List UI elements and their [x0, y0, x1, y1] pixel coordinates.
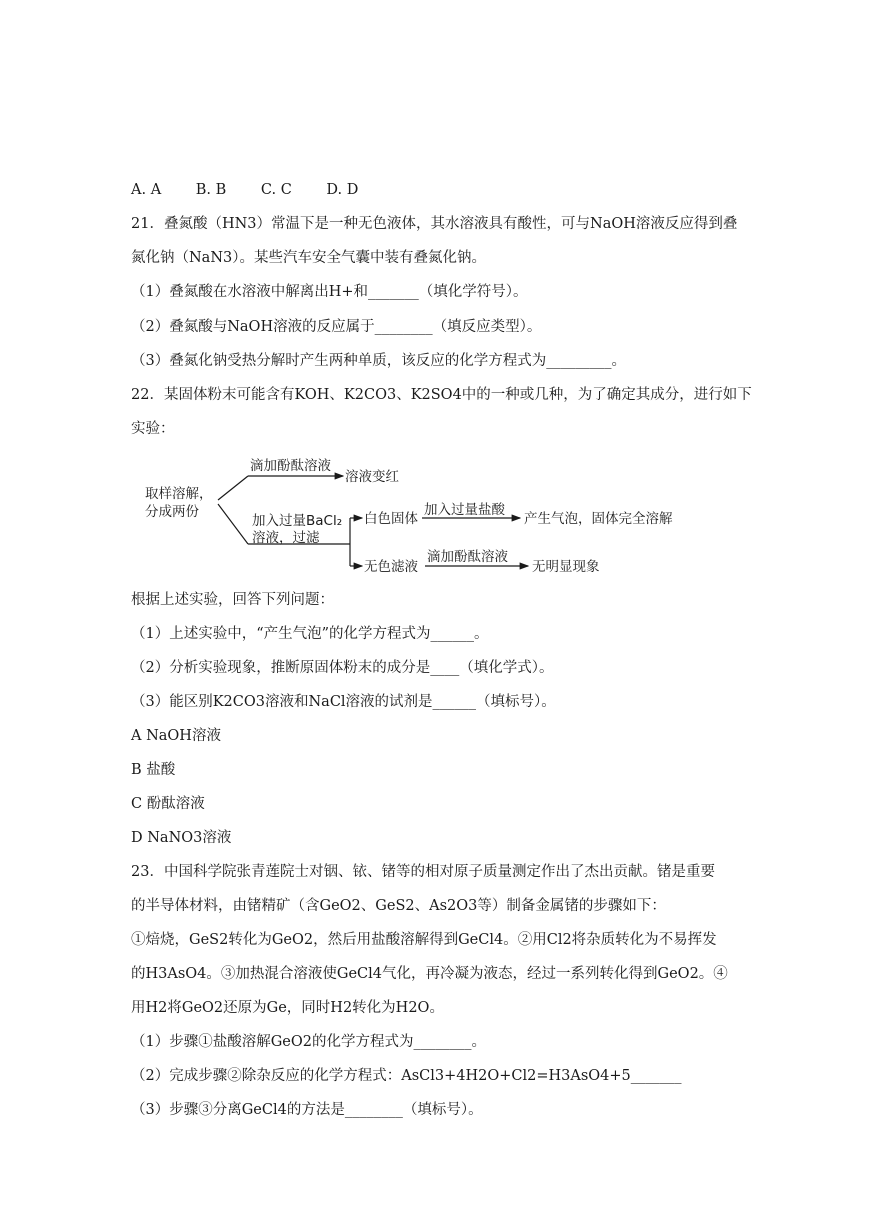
branch1-connector — [218, 476, 248, 500]
q22-sub1: （1）上述实验中，“产生气泡”的化学方程式为______。 — [131, 626, 489, 642]
branch2-reagent-line2: 溶液，过滤 — [252, 530, 320, 546]
q22-option-a: A NaOH溶液 — [131, 728, 221, 744]
q22-after: 根据上述实验，回答下列问题： — [131, 592, 334, 608]
q21-stem-line2: 氮化钠（NaN3）。某些汽车安全气囊中装有叠氮化钠。 — [131, 250, 486, 266]
filtrate-result: 无明显现象 — [532, 559, 600, 575]
experiment-flow-diagram — [140, 452, 700, 582]
q22-option-d: D NaNO3溶液 — [131, 830, 232, 846]
diagram-solid: 白色固体 — [364, 511, 418, 527]
q23-steps-line2: 的H3AsO4。③加热混合溶液使GeCl4气化，再冷凝为液态，经过一系列转化得到GeO2。④ — [131, 966, 728, 982]
choice-c: C. C — [260, 182, 292, 198]
q23-steps-line1: ①焙烧，GeS2转化为GeO2，然后用盐酸溶解得到GeCl4。②用Cl2将杂质转化为不易挥发 — [131, 932, 717, 948]
q22-stem-line1: 22．某固体粉末可能含有KOH、K2CO3、K2SO4中的一种或几种，为了确定其成分，进行如下 — [131, 387, 752, 403]
q22-option-c: C 酚酞溶液 — [131, 796, 205, 812]
branch1-reagent: 滴加酚酞溶液 — [250, 458, 331, 474]
branch2-reagent-line1: 加入过量BaCl₂ — [252, 513, 343, 529]
q22-option-b: B 盐酸 — [131, 762, 176, 778]
diagram-start-line1: 取样溶解， — [145, 486, 213, 502]
filtrate-reagent: 滴加酚酞溶液 — [427, 549, 508, 565]
choice-b: B. B — [195, 182, 227, 198]
q23-stem-line2: 的半导体材料，由锗精矿（含GeO2、GeS2、As2O3等）制备金属锗的步骤如下： — [131, 898, 666, 914]
solid-result: 产生气泡，固体完全溶解 — [524, 511, 673, 527]
diagram-filtrate: 无色滤液 — [364, 559, 418, 575]
q23-stem-line1: 23．中国科学院张青莲院士对铟、铱、锗等的相对原子质量测定作出了杰出贡献。锗是重要 — [131, 864, 715, 880]
q23-sub3: （3）步骤③分离GeCl4的方法是________（填标号）。 — [131, 1102, 483, 1118]
q21-sub3: （3）叠氮化钠受热分解时产生两种单质，该反应的化学方程式为_________。 — [131, 353, 626, 369]
q23-sub2: （2）完成步骤②除杂反应的化学方程式：AsCl3+4H2O+Cl2=H3AsO4+5_______ — [131, 1068, 682, 1084]
q23-sub1: （1）步骤①盐酸溶解GeO2的化学方程式为________。 — [131, 1034, 487, 1050]
branch1-result: 溶液变红 — [345, 469, 399, 485]
choice-a: A. A — [131, 182, 162, 198]
q21-sub1: （1）叠氮酸在水溶液中解离出H+和_______（填化学符号）。 — [131, 284, 528, 300]
diagram-start-line2: 分成两份 — [145, 504, 199, 520]
branch2-connector — [218, 504, 248, 544]
q21-stem-line1: 21．叠氮酸（HN3）常温下是一种无色液体，其水溶液具有酸性，可与NaOH溶液反应得到叠 — [131, 216, 738, 232]
q20-choices — [131, 180, 388, 200]
choice-d: D. D — [326, 182, 359, 198]
q22-sub3: （3）能区别K2CO3溶液和NaCl溶液的试剂是______（填标号）。 — [131, 694, 556, 710]
q23-steps-line3: 用H2将GeO2还原为Ge，同时H2转化为H2O。 — [131, 1000, 444, 1016]
q22-stem-line2: 实验： — [131, 421, 175, 437]
solid-reagent: 加入过量盐酸 — [424, 502, 505, 518]
q22-sub2: （2）分析实验现象，推断原固体粉末的成分是____（填化学式）。 — [131, 660, 554, 676]
q21-sub2: （2）叠氮酸与NaOH溶液的反应属于________（填反应类型）。 — [131, 319, 542, 335]
